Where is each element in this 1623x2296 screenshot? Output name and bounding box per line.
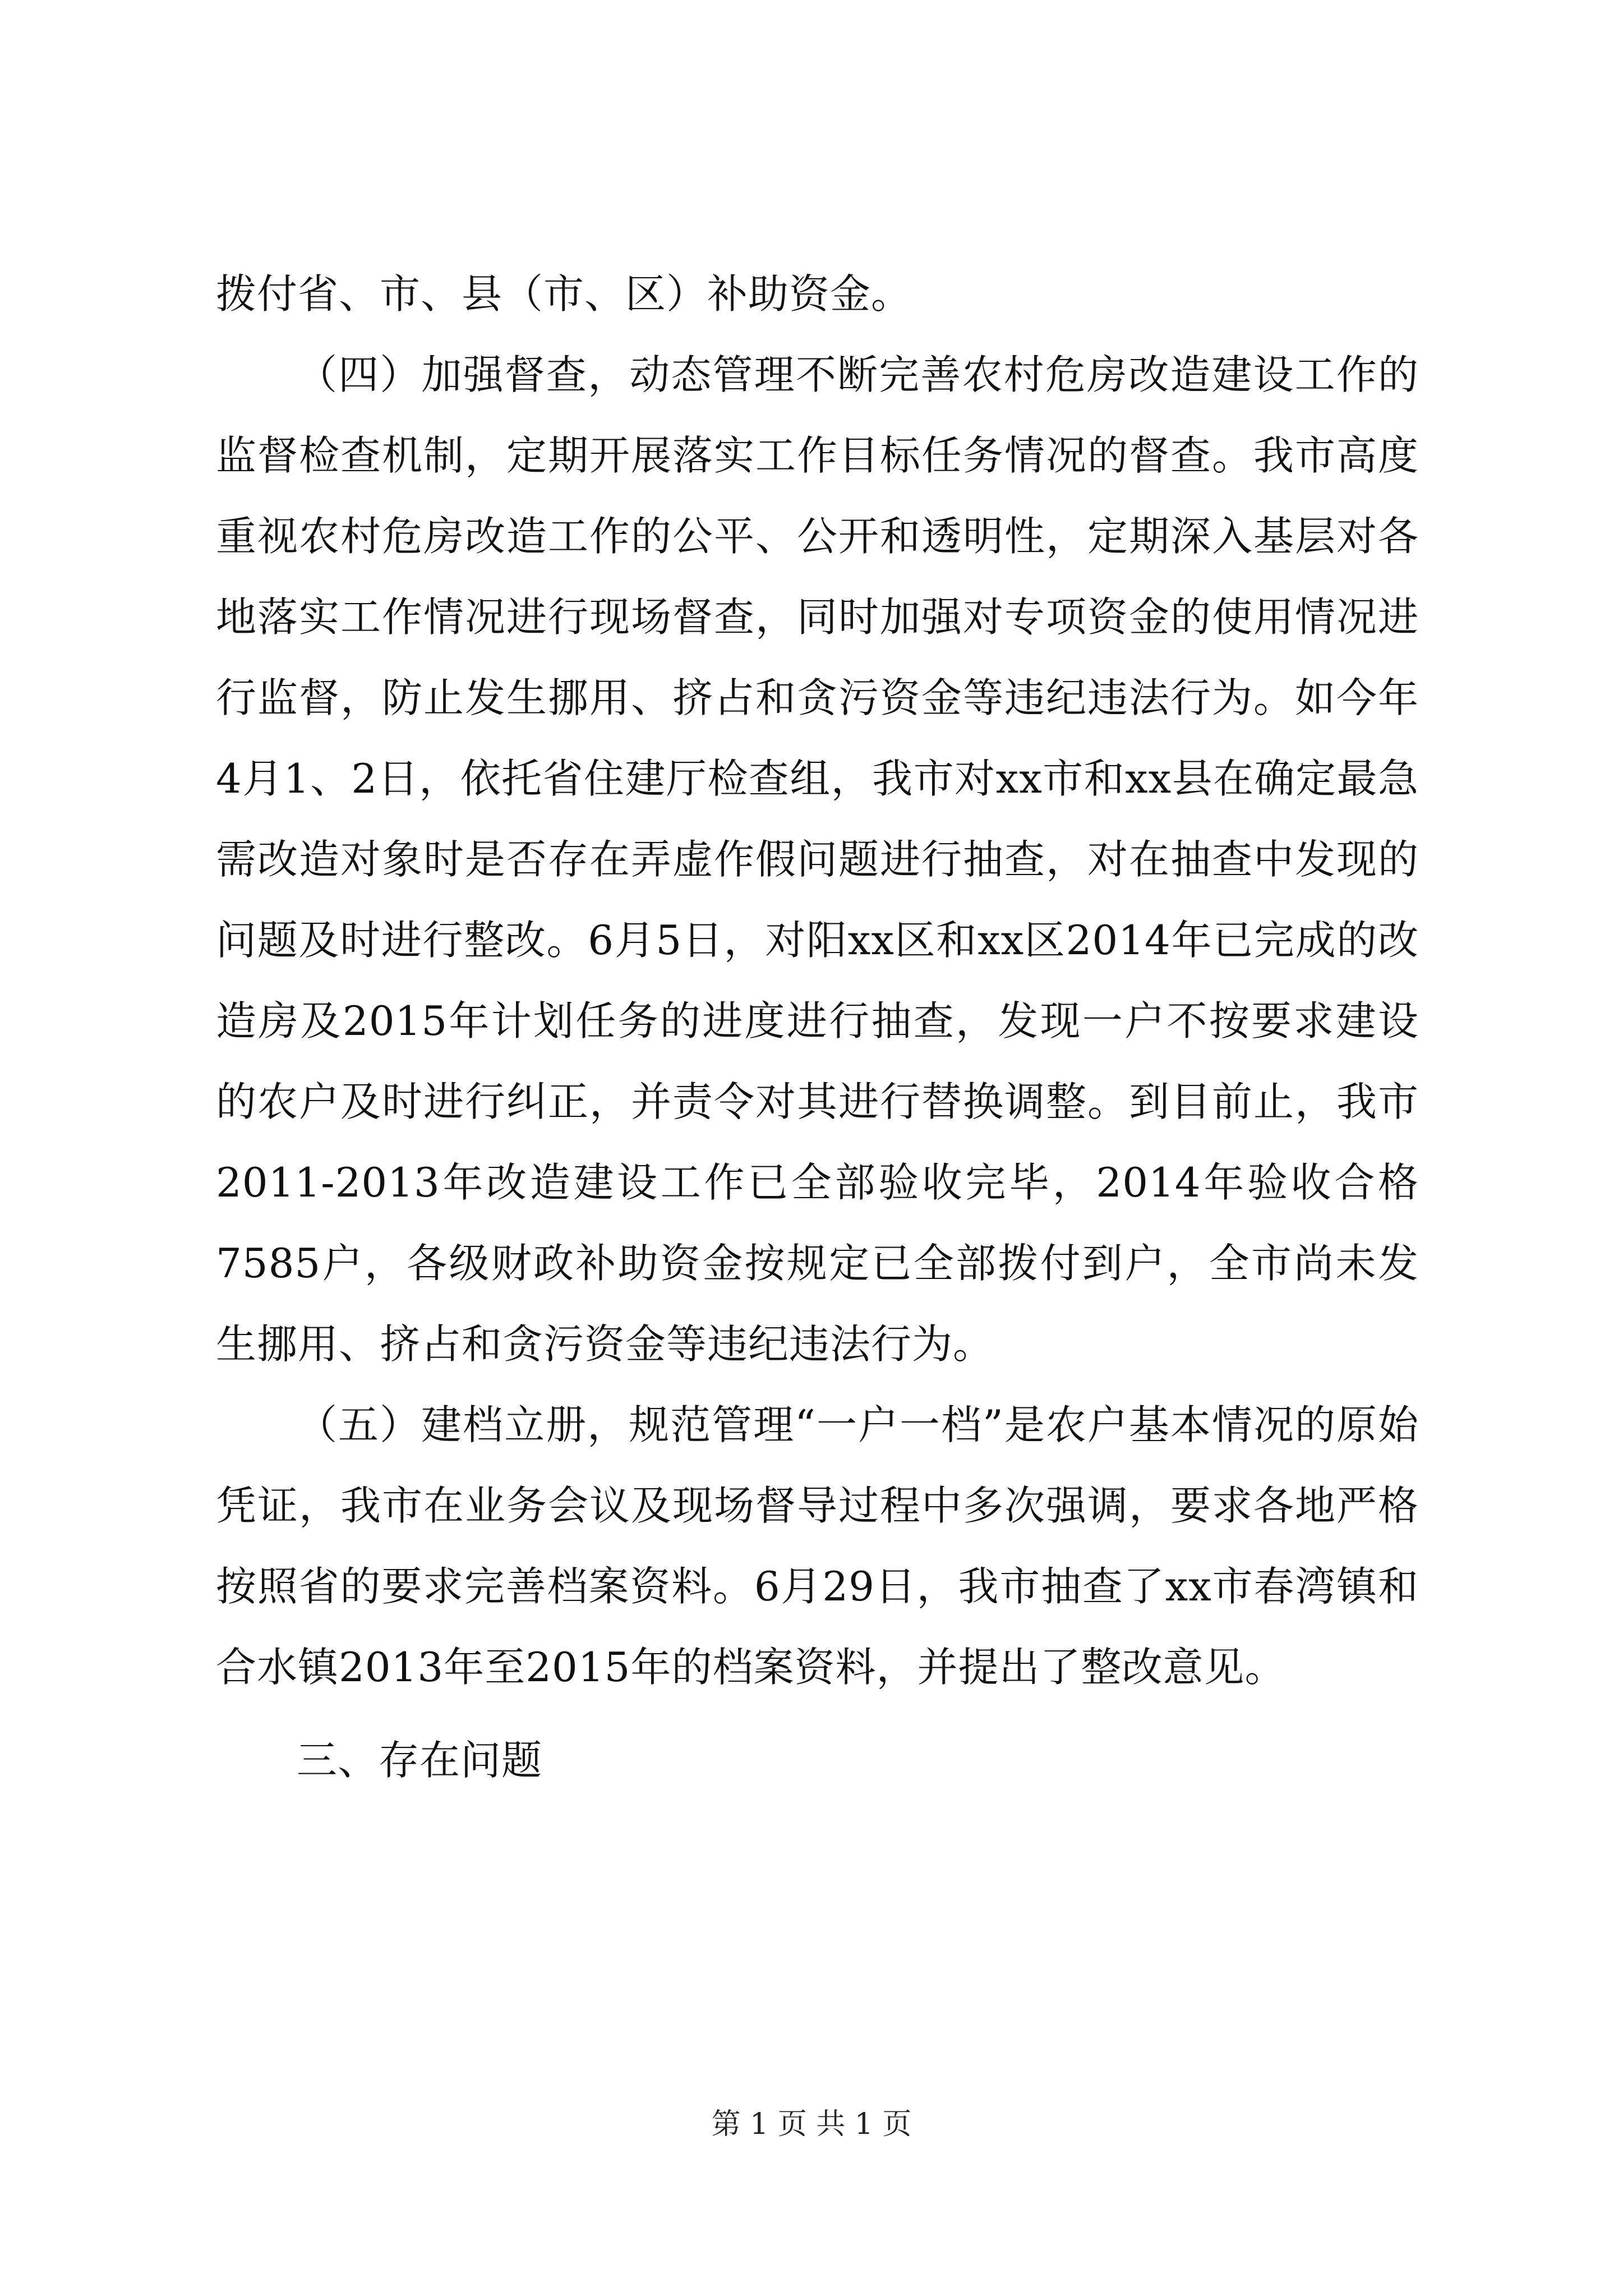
section-heading-problems: 三、存在问题 <box>297 1737 543 1784</box>
page-number-footer: 第 1 页 共 1 页 <box>711 2108 912 2141</box>
paragraph-supervision: （四）加强督查，动态管理不断完善农村危房改造建设工作的监督检查机制，定期开展落实工作目标任务情况的督查。我市高度重视农村危房改造工作的公平、公开和透明性，定期深入基层对各地落实工作情况进行现场督查，同时加强对专项资金的使用情况进行监督，防止发生挪用、挤占和贪污资金等违纪违法行为。如今年4月1、2日，依托省住建厅检查组，我市对xx市和xx县在确定最急需改造对象时是否存在弄虚作假问题进行抽查，对在抽查中发现的问题及时进行整改。6月5日，对阳xx区和xx区2014年已完成的改造房及2015年计划任务的进度进行抽查，发现一户不按要求建设的农户及时进行纠正，并责令对其进行替换调整。到目前止，我市2011-2013年改造建设工作已全部验收完毕，2014年验收合格7585户，各级财政补助资金按规定已全部拨付到户，全市尚未发生挪用、挤占和贪污资金等违纪违法行为。 <box>216 351 1419 1368</box>
document-body <box>216 254 1419 1801</box>
paragraph-continuation: 拨付省、市、县（市、区）补助资金。 <box>216 270 912 318</box>
paragraph-archiving: （五）建档立册，规范管理“一户一档”是农户基本情况的原始凭证，我市在业务会议及现场督导过程中多次强调，要求各地严格按照省的要求完善档案资料。6月29日，我市抽查了xx市春湾镇和合水镇2013年至2015年的档案资料，并提出了整改意见。 <box>216 1401 1419 1691</box>
